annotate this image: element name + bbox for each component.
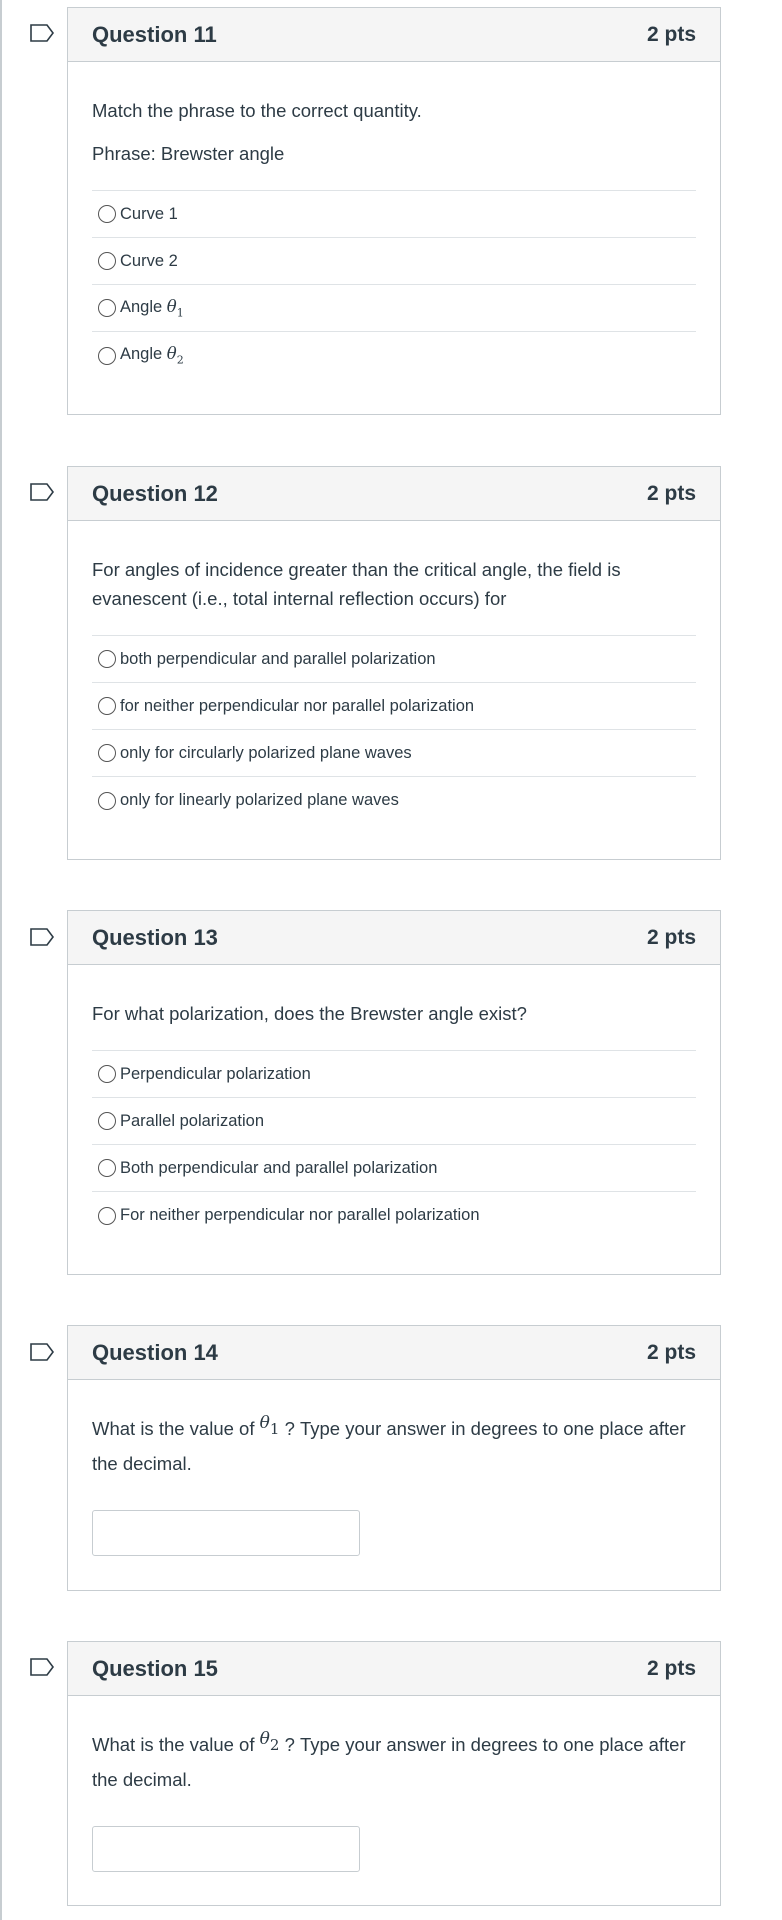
answer-label: only for circularly polarized plane waves xyxy=(120,743,412,762)
question-title: Question 15 xyxy=(92,1655,218,1681)
answer-prefix: Angle xyxy=(120,297,163,316)
answer-option[interactable] xyxy=(92,1098,696,1145)
question-text-after: ? Type your answer in degrees to one place after the decimal. xyxy=(92,1418,686,1475)
answer-label xyxy=(120,344,184,366)
question-body xyxy=(68,521,720,824)
question-header xyxy=(68,467,720,521)
answer-label: Parallel polarization xyxy=(120,1111,264,1130)
radio-unchecked-icon[interactable] xyxy=(98,697,116,715)
question-title: Question 14 xyxy=(92,1339,218,1365)
theta-letter: θ xyxy=(166,296,177,316)
question-text: Match the phrase to the correct quantity. xyxy=(92,100,422,121)
question-13 xyxy=(67,910,721,1275)
theta-subscript: 1 xyxy=(176,306,184,320)
question-11 xyxy=(67,7,721,415)
theta-subscript: 2 xyxy=(176,353,184,367)
answer-label: only for linearly polarized plane waves xyxy=(120,791,399,809)
answer-option[interactable] xyxy=(92,238,696,285)
question-text-before: What is the value of xyxy=(92,1734,255,1755)
theta-letter: θ xyxy=(166,344,177,364)
radio-unchecked-icon[interactable] xyxy=(98,299,116,317)
radio-unchecked-icon[interactable] xyxy=(98,1065,116,1083)
question-12 xyxy=(67,466,721,860)
answer-option[interactable] xyxy=(92,1192,696,1239)
theta-symbol xyxy=(259,1729,280,1755)
answer-prefix: Angle xyxy=(120,345,163,364)
question-body xyxy=(68,1380,720,1556)
question-text: For angles of incidence greater than the critical angle, the field is evanescent (i.e., total internal reflection occurs) for xyxy=(92,559,621,609)
question-header xyxy=(68,8,720,62)
theta-letter: θ xyxy=(259,1413,270,1433)
question-header xyxy=(68,1642,720,1696)
answer-list xyxy=(92,1050,696,1239)
answer-label: Curve 2 xyxy=(120,251,178,270)
radio-unchecked-icon[interactable] xyxy=(98,347,116,365)
answer-label: for neither perpendicular nor parallel polarization xyxy=(120,696,475,715)
flag-question-icon[interactable] xyxy=(30,483,54,501)
question-points: 2 pts xyxy=(646,481,696,505)
question-text xyxy=(92,1414,696,1478)
question-text: For what polarization, does the Brewster angle exist? xyxy=(92,1003,527,1024)
answer-label: Both perpendicular and parallel polarization xyxy=(120,1158,438,1177)
answer-option[interactable] xyxy=(92,683,696,730)
answer-list xyxy=(92,190,696,379)
flag-question-icon[interactable] xyxy=(30,24,54,42)
question-text-after: ? Type your answer in degrees to one place after the decimal. xyxy=(92,1734,686,1791)
answer-option[interactable] xyxy=(92,285,696,332)
question-14 xyxy=(67,1325,721,1591)
answer-option[interactable] xyxy=(92,332,696,379)
answer-list xyxy=(92,635,696,824)
answer-option[interactable] xyxy=(92,1145,696,1192)
question-points: 2 pts xyxy=(646,1340,696,1364)
page-left-rule xyxy=(0,0,2,1920)
flag-question-icon[interactable] xyxy=(30,928,54,946)
theta-symbol xyxy=(166,296,184,320)
radio-unchecked-icon[interactable] xyxy=(98,1159,116,1177)
question-title: Question 13 xyxy=(92,924,218,950)
answer-option[interactable] xyxy=(92,730,696,777)
answer-label xyxy=(120,297,184,319)
radio-unchecked-icon[interactable] xyxy=(98,650,116,668)
radio-unchecked-icon[interactable] xyxy=(98,252,116,270)
radio-unchecked-icon[interactable] xyxy=(98,205,116,223)
question-body xyxy=(68,1696,720,1872)
radio-unchecked-icon[interactable] xyxy=(98,744,116,762)
answer-label: Curve 1 xyxy=(120,204,178,223)
radio-unchecked-icon[interactable] xyxy=(98,1207,116,1225)
theta-symbol xyxy=(166,344,184,367)
radio-unchecked-icon[interactable] xyxy=(98,1112,116,1130)
question-title: Question 12 xyxy=(92,480,218,506)
answer-label: For neither perpendicular nor parallel polarization xyxy=(120,1206,480,1224)
answer-option[interactable] xyxy=(92,636,696,683)
question-header xyxy=(68,1326,720,1380)
radio-unchecked-icon[interactable] xyxy=(98,792,116,810)
question-phrase: Phrase: Brewster angle xyxy=(92,143,285,164)
question-body xyxy=(68,62,720,379)
theta-letter: θ xyxy=(259,1729,270,1749)
question-text xyxy=(92,1730,696,1794)
answer-label: both perpendicular and parallel polarization xyxy=(120,649,436,668)
question-header xyxy=(68,911,720,965)
answer-label: Perpendicular polarization xyxy=(120,1064,311,1083)
question-points: 2 pts xyxy=(646,925,696,949)
answer-input[interactable] xyxy=(92,1510,360,1556)
theta-subscript: 1 xyxy=(269,1420,280,1439)
answer-option[interactable] xyxy=(92,191,696,238)
theta-symbol xyxy=(259,1413,280,1439)
theta-subscript: 2 xyxy=(269,1736,280,1755)
question-text-before: What is the value of xyxy=(92,1418,255,1439)
answer-option[interactable] xyxy=(92,1051,696,1098)
flag-question-icon[interactable] xyxy=(30,1658,54,1676)
flag-question-icon[interactable] xyxy=(30,1343,54,1361)
question-title: Question 11 xyxy=(92,21,217,47)
question-15 xyxy=(67,1641,721,1906)
question-points: 2 pts xyxy=(646,22,696,46)
question-points: 2 pts xyxy=(646,1656,696,1680)
question-body xyxy=(68,965,720,1239)
answer-option[interactable] xyxy=(92,777,696,824)
answer-input[interactable] xyxy=(92,1826,360,1872)
